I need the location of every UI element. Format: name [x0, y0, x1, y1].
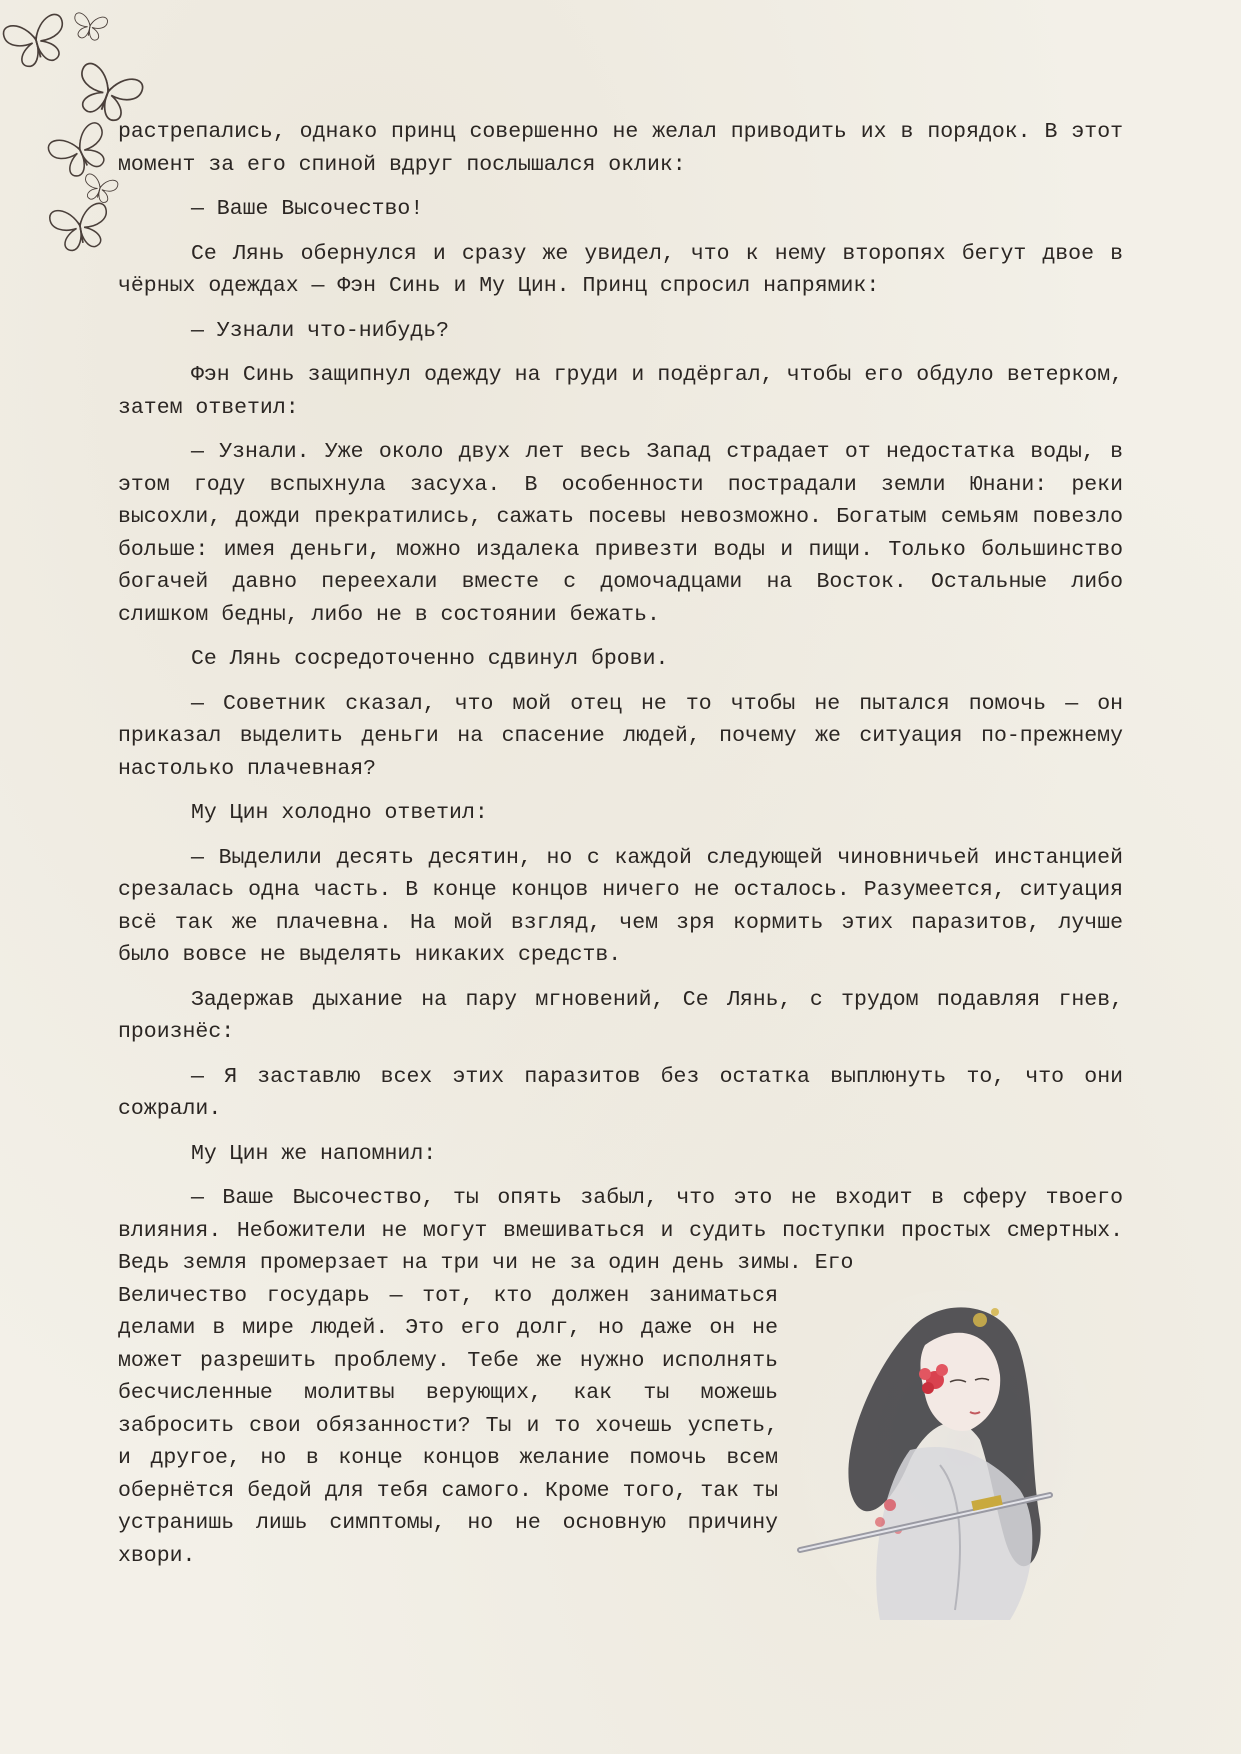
- paragraph: — Я заставлю всех этих паразитов без остатка выплюнуть то, что они сожрали.: [118, 1064, 1123, 1121]
- paragraph: Му Цин холодно ответил:: [191, 801, 488, 825]
- paragraph: Се Лянь сосредоточенно сдвинул брови.: [191, 647, 669, 671]
- paragraph-continued: Величество государь — тот, кто должен заниматься делами в мире людей. Это его долг, но даже он не может разрешить проблему. Тебе же нужно исполнять бесчисленные молитвы верующих, как ты можешь забросить свои обязанности? Ты и то хочешь успеть, и другое, но в конце концов желание помочь всем обернётся бедой для тебя самого. Кроме того, так ты устранишь лишь симптомы, но не основную причину хвори.: [118, 1283, 778, 1568]
- butterfly-icon: [2, 13, 71, 71]
- paragraph: — Узнали. Уже около двух лет весь Запад страдает от недостатка воды, в этом году вспыхнула засуха. В особенности пострадали земли Юнани: реки высохли, дожди прекратились, сажать посевы невозможно. Богатым семьям повезло больше: имея деньги, можно издалека привезти воды и пищи. Только большинство богачей давно переехали вместе с домочадцами на Восток. Остальные либо слишком бедны, либо не в состоянии бежать.: [118, 440, 1123, 627]
- character-portrait-illustration: [790, 1290, 1090, 1630]
- paragraph: Му Цин же напомнил:: [191, 1141, 437, 1166]
- butterfly-icon: [46, 121, 115, 183]
- paragraph: Фэн Синь защипнул одежду на груди и подёргал, чтобы его обдуло ветерком, затем ответил:: [118, 363, 1123, 420]
- paragraph: Задержав дыхание на пару мгновений, Се Лянь, с трудом подавляя гнев, произнёс:: [118, 987, 1123, 1044]
- paragraph: — Выделили десять десятин, но с каждой следующей чиновничьей инстанцией срезалась одна часть. В конце концов ничего не осталось. Разумеется, ситуация всё так же плачевна. На мой взгляд, чем зря кормить этих паразитов, лучше было вовсе не выделять никаких средств.: [118, 845, 1123, 967]
- butterfly-icon: [81, 173, 119, 205]
- butterfly-icon: [71, 12, 108, 42]
- paragraph: — Ваше Высочество, ты опять забыл, что это не входит в сферу твоего влияния. Небожители не могут вмешиваться и судить поступки простых смертных. Ведь земля промерзает на три чи не за один день зимы. Его: [118, 1186, 1123, 1275]
- paragraph: — Ваше Высочество!: [191, 197, 424, 221]
- paragraph: — Советник сказал, что мой отец не то чтобы не пытался помочь — он приказал выделить деньги на спасение людей, почему же ситуация по-прежнему настолько плачевная?: [118, 691, 1123, 781]
- paragraph: — Узнали что-нибудь?: [191, 318, 450, 343]
- butterfly-icon: [49, 202, 112, 253]
- paragraph: растрепались, однако принц совершенно не желал приводить их в порядок. В этот момент за его спиной вдруг послышался оклик:: [118, 120, 1123, 177]
- paragraph: Се Лянь обернулся и сразу же увидел, что к нему второпях бегут двое в чёрных одеждах — Фэн Синь и Му Цин. Принц спросил напрямик:: [118, 241, 1123, 298]
